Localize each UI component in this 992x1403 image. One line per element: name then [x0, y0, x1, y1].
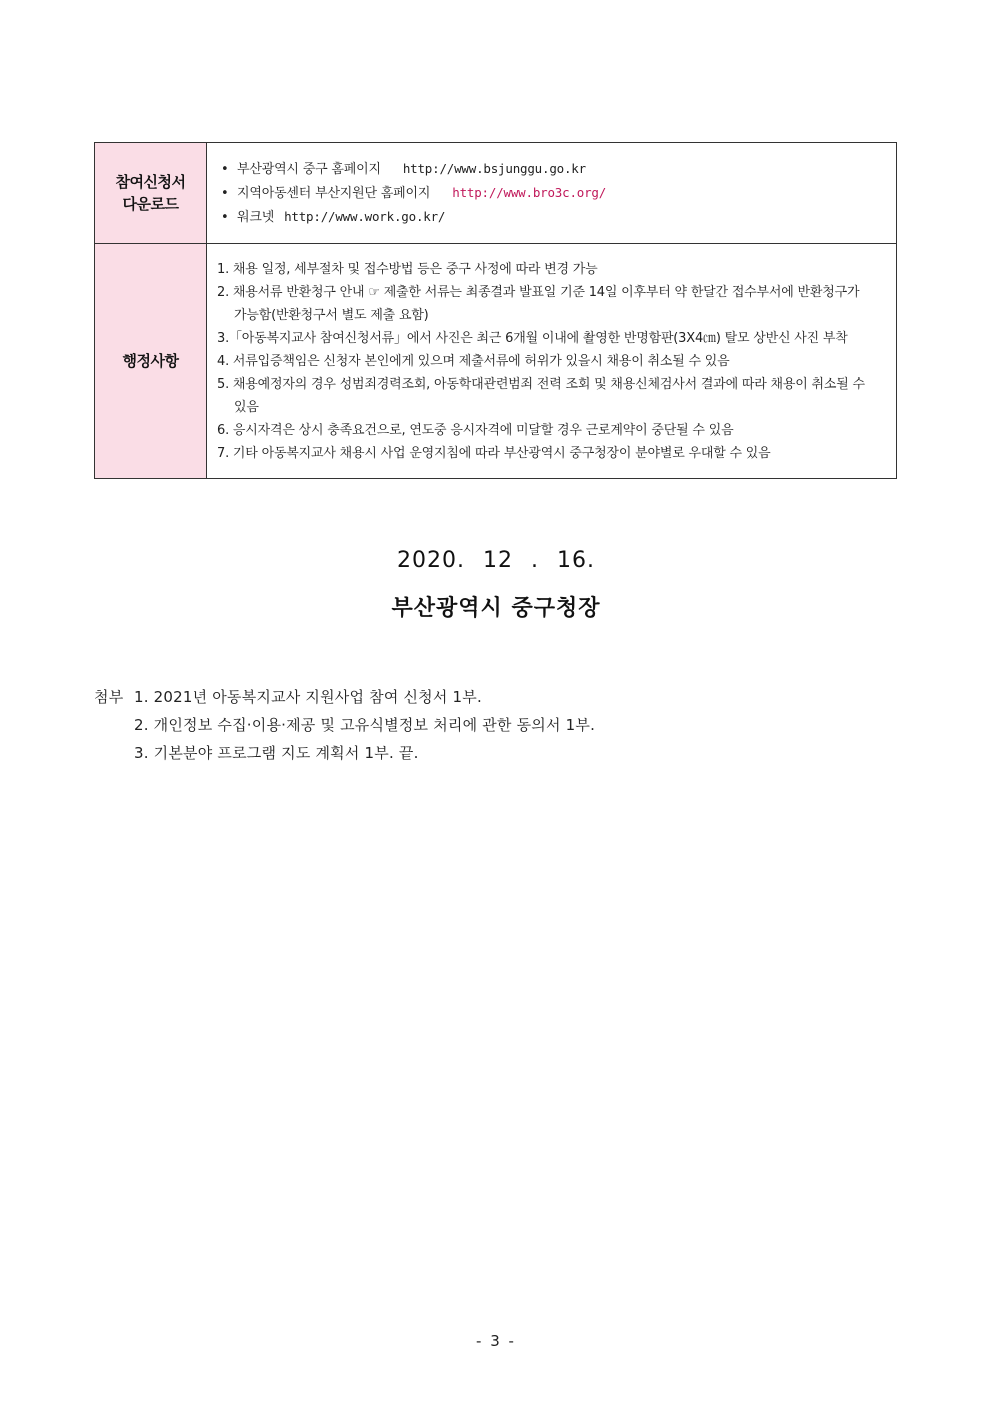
attachments	[94, 683, 914, 767]
download-header-line2: 다운로드	[122, 195, 179, 213]
admin-item: 4. 서류입증책임은 신청자 본인에게 있으며 제출서류에 허위가 있을시 채용이 취소될 수 있음	[217, 353, 730, 369]
attachment-item	[94, 683, 914, 711]
attachment-text: 2. 개인정보 수집·이용·제공 및 고유식별정보 처리에 관한 동의서 1부.	[134, 716, 596, 734]
admin-item: 7. 기타 아동복지교사 채용시 사업 운영지침에 따라 부산광역시 중구청장이 분야별로 우대할 수 있음	[217, 445, 771, 461]
download-item-label: 부산광역시 중구 홈페이지	[237, 162, 381, 177]
attachment-text: 3. 기본분야 프로그램 지도 계획서 1부. 끝.	[134, 744, 419, 762]
download-item	[217, 181, 888, 205]
download-item-link[interactable]: http://www.bsjunggu.go.kr	[402, 161, 586, 176]
download-body-cell	[207, 143, 897, 244]
download-item-link[interactable]: http://www.work.go.kr/	[284, 209, 446, 224]
attachments-label: 첨부	[94, 688, 124, 706]
admin-header: 행정사항	[122, 352, 179, 370]
signer-name: 부산광역시 중구청장	[391, 596, 601, 621]
admin-item: 6. 응시자격은 상시 충족요건으로, 연도중 응시자격에 미달할 경우 근로계약이 중단될 수 있음	[217, 422, 734, 438]
bullet-icon: •	[221, 186, 229, 201]
attachment-item	[94, 739, 914, 767]
page-number: - 3 -	[476, 1332, 516, 1350]
attachment-item	[94, 711, 914, 739]
download-header-line1: 참여신청서	[115, 173, 186, 191]
bullet-icon: •	[221, 210, 229, 225]
download-item-label: 워크넷	[237, 210, 275, 225]
admin-body-cell	[207, 244, 897, 479]
admin-header-cell	[95, 244, 207, 479]
admin-item: 5. 채용예정자의 경우 성범죄경력조회, 아동학대관련범죄 전력 조회 및 채용신체검사서 결과에 따라 채용이 취소될 수 있음	[217, 376, 865, 415]
document-date: 2020. 12 . 16.	[397, 548, 595, 573]
admin-item: 2. 채용서류 반환청구 안내 ☞ 제출한 서류는 최종결과 발표일 기준 14일 이후부터 약 한달간 접수부서에 반환청구가 가능함(반환청구서 별도 제출 요함)	[217, 284, 860, 323]
download-item-link[interactable]: http://www.bro3c.org/	[452, 185, 607, 200]
admin-item: 1. 채용 일정, 세부절차 및 접수방법 등은 중구 사정에 따라 변경 가능	[217, 261, 598, 277]
download-header-cell	[95, 143, 207, 244]
attachment-text: 1. 2021년 아동복지교사 지원사업 참여 신청서 1부.	[134, 688, 482, 706]
bullet-icon: •	[221, 162, 229, 177]
download-item-label: 지역아동센터 부산지원단 홈페이지	[237, 186, 431, 201]
info-table	[94, 142, 897, 479]
admin-item: 3.「아동복지교사 참여신청서류」에서 사진은 최근 6개월 이내에 촬영한 반명함판(3X4㎝) 탈모 상반신 사진 부착	[217, 330, 848, 346]
download-row	[95, 143, 897, 244]
download-item	[217, 205, 888, 229]
admin-row	[95, 244, 897, 479]
download-item	[217, 157, 888, 181]
